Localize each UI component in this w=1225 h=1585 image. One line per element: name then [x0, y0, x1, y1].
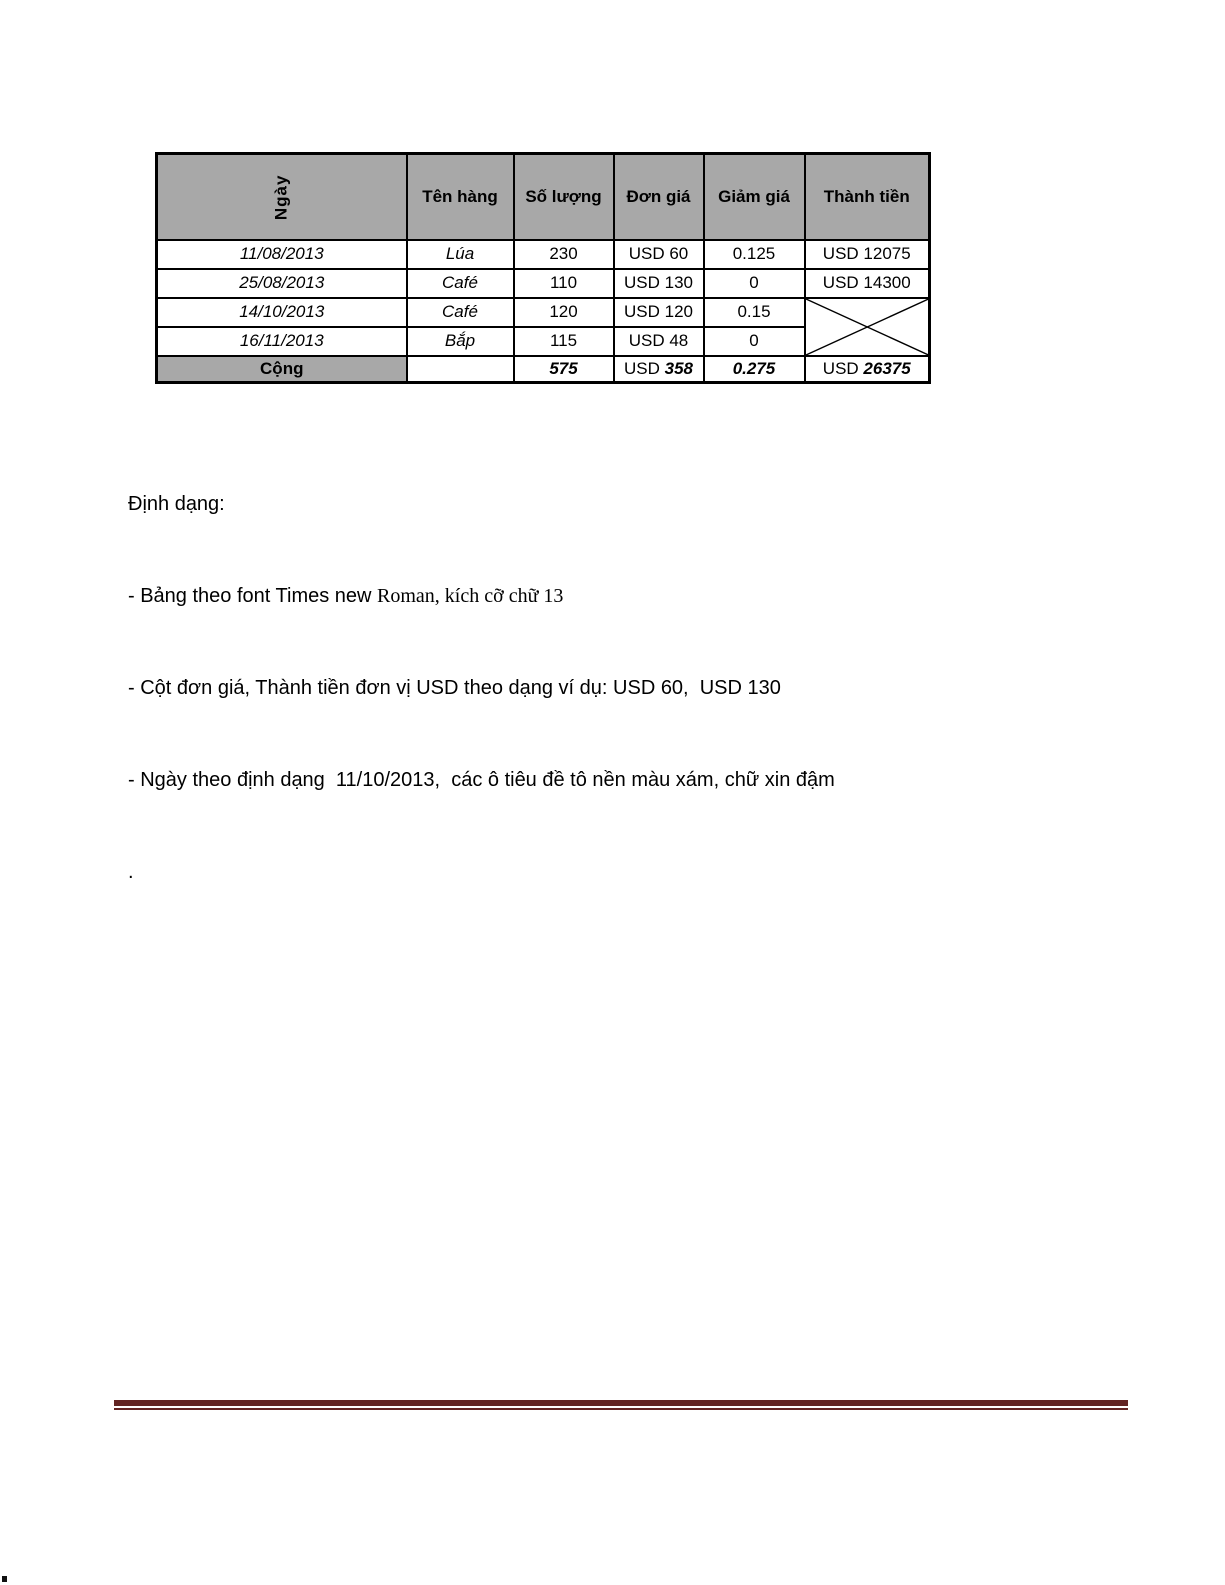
page-corner-dot	[2, 1576, 7, 1582]
header-ten-hang: Tên hàng	[407, 154, 514, 241]
footer-unit-price-prefix: USD	[624, 358, 665, 378]
footer-discount: 0.275	[704, 356, 805, 383]
cell-discount: 0	[704, 269, 805, 298]
header-so-luong: Số lượng	[514, 154, 614, 241]
cell-unit-price: USD 48	[614, 327, 704, 356]
notes-heading: Định dạng:	[128, 493, 225, 515]
table-header-row	[157, 154, 930, 241]
cell-total: USD 14300	[805, 269, 930, 298]
table-row	[157, 240, 930, 269]
cell-product: Bắp	[407, 327, 514, 356]
note-bullet-font-serif: Roman, kích cỡ chữ 13	[377, 585, 564, 607]
footer-rule-thin-line	[114, 1408, 1128, 1410]
cell-discount: 0.15	[704, 298, 805, 327]
footer-total-prefix: USD	[822, 358, 864, 378]
cell-discount: 0.125	[704, 240, 805, 269]
cell-quantity: 115	[514, 327, 614, 356]
header-ngay-label: Ngày	[271, 174, 291, 220]
note-bullet-usd: - Cột đơn giá, Thành tiền đơn vị USD theo dạng ví dụ: USD 60, USD 130	[128, 677, 781, 699]
cell-product: Café	[407, 298, 514, 327]
footer-total	[805, 356, 930, 383]
cell-date: 11/08/2013	[157, 240, 407, 269]
diagonal-cross-icon	[806, 299, 929, 355]
cell-unit-price: USD 60	[614, 240, 704, 269]
cell-date: 16/11/2013	[157, 327, 407, 356]
footer-quantity: 575	[514, 356, 614, 383]
table-row	[157, 269, 930, 298]
cell-product: Café	[407, 269, 514, 298]
note-bullet-date: - Ngày theo định dạng 11/10/2013, các ô tiêu đề tô nền màu xám, chữ xin đậm	[128, 769, 835, 791]
header-don-gia: Đơn giá	[614, 154, 704, 241]
header-ngay	[157, 154, 407, 241]
cell-total-crossed	[805, 298, 930, 356]
cell-discount: 0	[704, 327, 805, 356]
note-bullet-font-sans: - Bảng theo font Times new	[128, 585, 378, 607]
header-giam-gia: Giảm giá	[704, 154, 805, 241]
cell-date: 25/08/2013	[157, 269, 407, 298]
cell-quantity: 230	[514, 240, 614, 269]
table-footer-row	[157, 356, 930, 383]
footer-rule	[114, 1400, 1128, 1410]
footer-rule-thick-line	[114, 1400, 1128, 1406]
table-row	[157, 298, 930, 327]
cell-unit-price: USD 130	[614, 269, 704, 298]
footer-total-value: 26375	[863, 358, 911, 378]
cell-quantity: 110	[514, 269, 614, 298]
cell-total: USD 12075	[805, 240, 930, 269]
cell-unit-price: USD 120	[614, 298, 704, 327]
invoice-table	[155, 152, 931, 384]
formatting-notes	[128, 446, 835, 929]
footer-unit-price	[614, 356, 704, 383]
footer-label: Cộng	[157, 356, 407, 383]
cell-product: Lúa	[407, 240, 514, 269]
header-thanh-tien: Thành tiền	[805, 154, 930, 241]
note-bullet-font	[128, 584, 835, 609]
trailing-dot: .	[128, 861, 134, 883]
cell-quantity: 120	[514, 298, 614, 327]
cell-date: 14/10/2013	[157, 298, 407, 327]
footer-unit-price-value: 358	[664, 358, 693, 378]
footer-empty-cell	[407, 356, 514, 383]
